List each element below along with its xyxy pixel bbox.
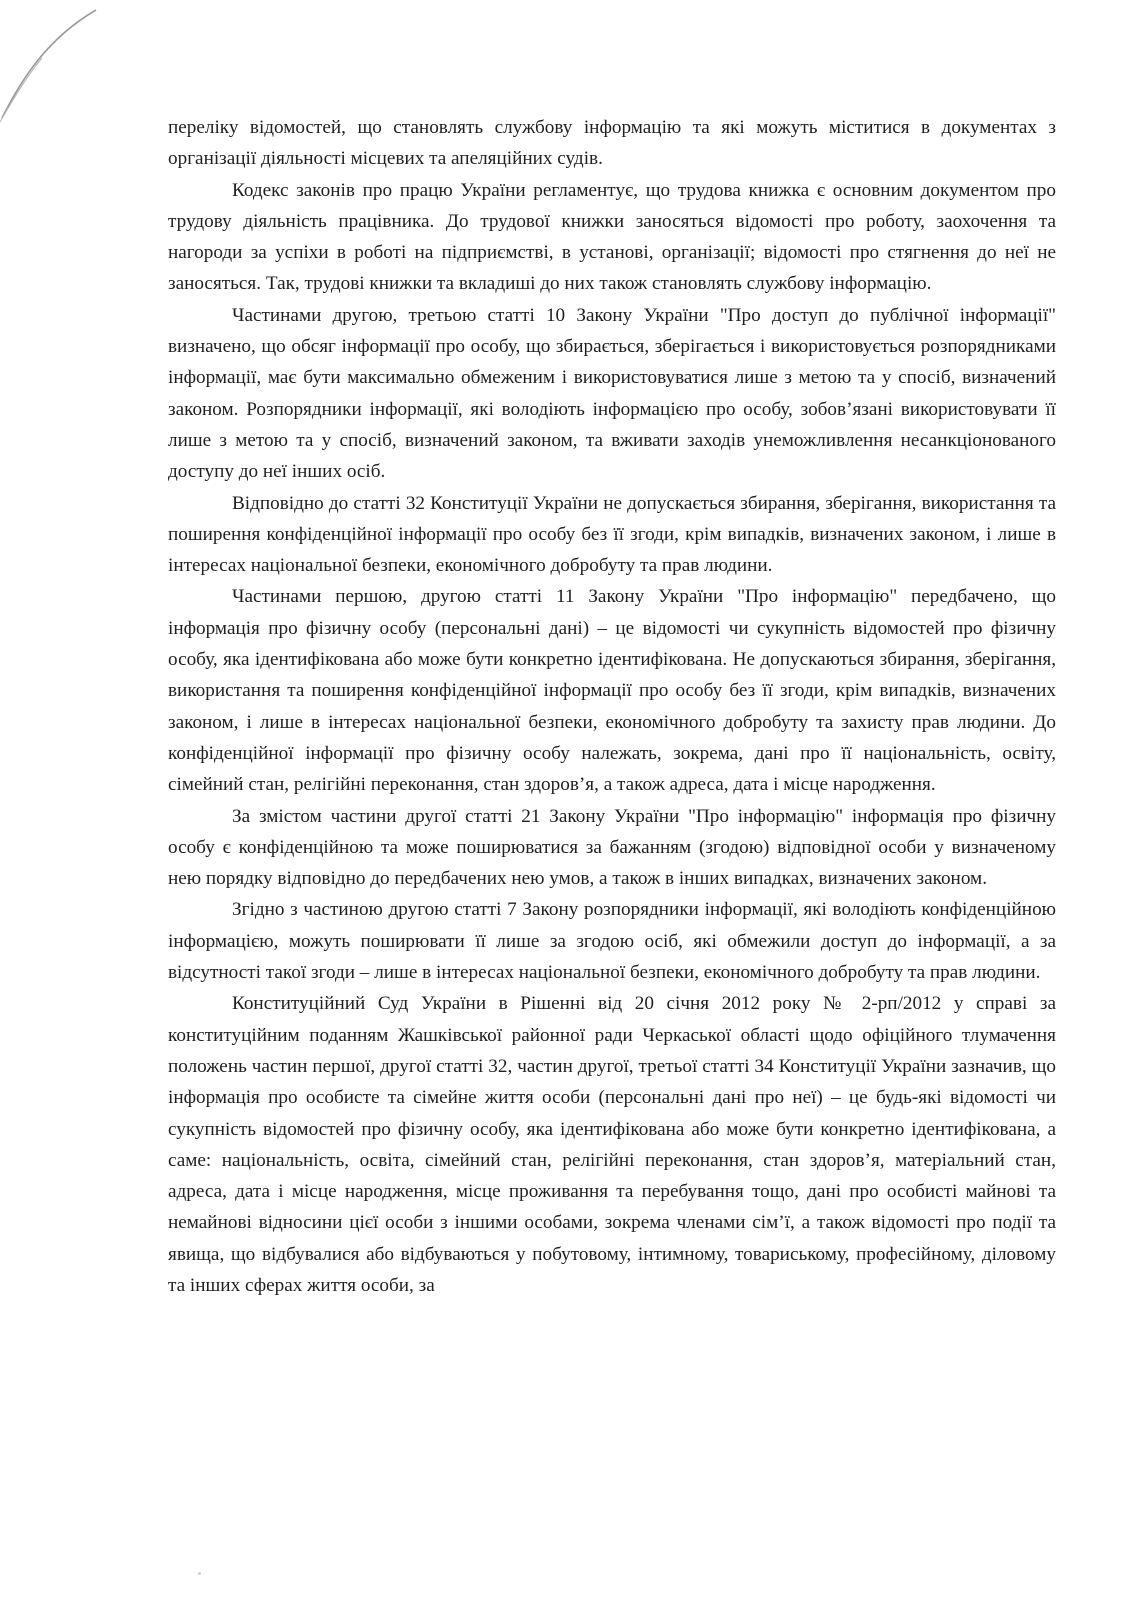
paragraph-5: Частинами першою, другою статті 11 Закону України "Про інформацію" передбачено, що інформація про фізичну особу (персональні дані) – це відомості чи сукупність відомостей про фізичну особу, яка ідентифікована або може бути конкретно ідентифікована. Не допускаються збирання, зберігання, використання та поширення конфіденційної інформації про особу без її згоди, крім випадків, визначених законом, і лише в інтересах національної безпеки, економічного добробуту та захисту прав людини. До конфіденційної інформації про фізичну особу належать, зокрема, дані про її національність, освіту, сімейний стан, релігійні переконання, стан здоров’я, а також адреса, дата і місце народження.: [168, 586, 1056, 796]
scan-speck: [198, 1572, 201, 1575]
paragraph-3: Частинами другою, третьою статті 10 Закону України "Про доступ до публічної інформації" визначено, що обсяг інформації про особу, що збирається, зберігається і використовується розпорядниками інформації, має бути максимально обмеженим і використовуватися лише з метою та у спосіб, визначений законом. Розпорядники інформації, які володіють інформацією про особу, зобов’язані використовувати її лише з метою та у спосіб, визначений законом, та вживати заходів унеможливлення несанкціонованого доступу до неї інших осіб.: [168, 304, 1056, 483]
scan-edge-mark: [0, 0, 120, 140]
paragraph-4: Відповідно до статті 32 Конституції України не допускається збирання, зберігання, використання та поширення конфіденційної інформації про особу без її згоди, крім випадків, визначених законом, і лише в інтересах національної безпеки, економічного добробуту та прав людини.: [168, 492, 1056, 577]
paragraph-7: Згідно з частиною другою статті 7 Закону розпорядники інформації, які володіють конфіденційною інформацією, можуть поширювати її лише за згодою осіб, які обмежили доступ до інформації, а за відсутності такої згоди – лише в інтересах національної безпеки, економічного добробуту та прав людини.: [168, 899, 1056, 984]
paragraph-1: переліку відомостей, що становлять службову інформацію та які можуть міститися в документах з організації діяльності місцевих та апеляційних судів.: [168, 117, 1056, 170]
document-body: [168, 112, 1056, 1301]
paragraph-6: За змістом частини другої статті 21 Закону України "Про інформацію" інформація про фізичну особу є конфіденційною та може поширюватися за бажанням (згодою) відповідної особи у визначеному нею порядку відповідно до передбачених нею умов, а також в інших випадках, визначених законом.: [168, 805, 1056, 890]
paragraph-8: Конституційний Суд України в Рішенні від 20 січня 2012 року № 2-рп/2012 у справі за конституційним поданням Жашківської районної ради Черкаської області щодо офіційного тлумачення положень частин першої, другої статті 32, частин другої, третьої статті 34 Конституції України зазначив, що інформація про особисте та сімейне життя особи (персональні дані про неї) – це будь-які відомості чи сукупність відомостей про фізичну особу, яка ідентифікована або може бути конкретно ідентифікована, а саме: національність, освіта, сімейний стан, релігійні переконання, стан здоров’я, матеріальний стан, адреса, дата і місце народження, місце проживання та перебування тощо, дані про особисті майнові та немайнові відносини цієї особи з іншими особами, зокрема членами сім’ї, а також відомості про події та явища, що відбувалися або відбуваються у побутовому, інтимному, товариському, професійному, діловому та інших сферах життя особи, за: [168, 993, 1056, 1296]
paragraph-2: Кодекс законів про працю України регламентує, що трудова книжка є основним документом про трудову діяльність працівника. До трудової книжки заносяться відомості про роботу, заохочення та нагороди за успіхи в роботі на підприємстві, в установі, організації; відомості про стягнення до неї не заносяться. Так, трудові книжки та вкладиші до них також становлять службову інформацію.: [168, 179, 1056, 295]
